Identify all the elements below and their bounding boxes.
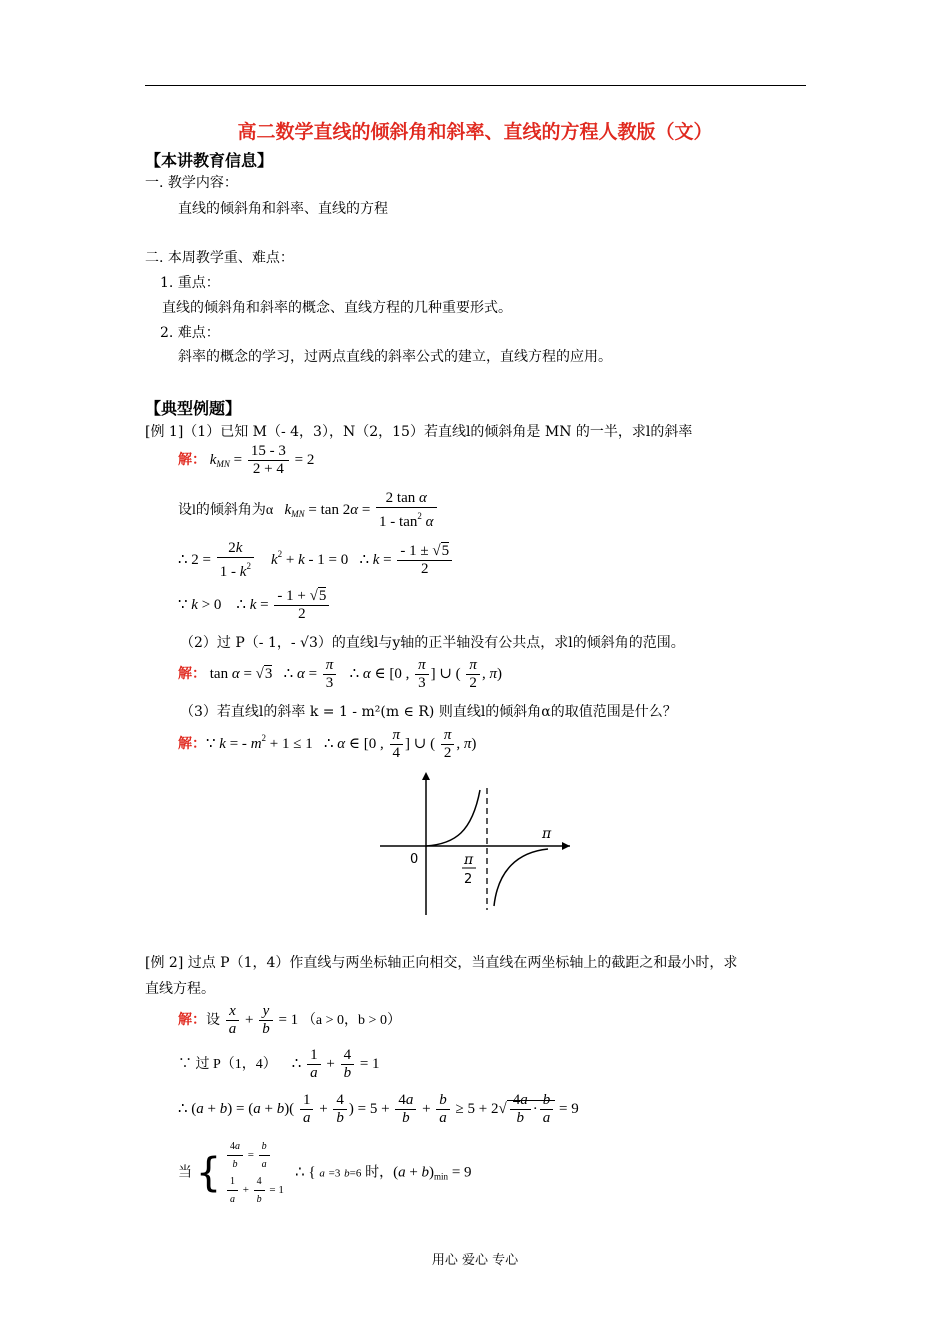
section-header-examples: 【典型例题】 bbox=[145, 399, 242, 418]
half-pi-den: 2 bbox=[464, 872, 473, 887]
y-axis-arrow bbox=[422, 772, 430, 780]
ex2-solution-2: ∵ 过 P（1，4） ∴ $\frac{1}{a}$ + $\frac{4}{b}$ = 1 bbox=[178, 1047, 380, 1081]
ex1-solution-1: 解： $k_{MN}$ = $\frac{15 - 3}{2 + 4}$ = 2 bbox=[178, 443, 315, 477]
key-text: 直线的倾斜角和斜率的概念、直线方程的几种重要形式。 bbox=[162, 300, 512, 316]
ex1-solution-2: 设l的倾斜角为α $k_{MN} = \tan 2\alpha$ = $\frac{\text{2 tan α}}{1 - \tan^2 \alpha}$ bbox=[178, 490, 439, 531]
page-footer: 用心 爱心 专心 bbox=[431, 1253, 519, 1268]
hard-text: 斜率的概念的学习，过两点直线的斜率公式的建立，直线方程的应用。 bbox=[178, 349, 612, 365]
ex1-solution-3: ∴ 2 = $\frac{2k}{1 - k^2}$ $k^2 + k - 1 = 0$ ∴ k = $\frac{- 1 \pm √5}{2}$ bbox=[178, 540, 454, 581]
item1-label: 一. 教学内容： bbox=[145, 175, 238, 191]
ex2-solution-3: ∴ (a + b) = (a + b)( $\frac{1}{a}$ + $\frac{4}{b}$ ) = 5 + $\frac{4a}{b}$ + $\frac{b}{a}$ ≥ 5 + 2√ $\frac{4a}{b}$ · $\frac{b}{a}$ = 9 bbox=[178, 1092, 579, 1126]
ex1-solution-part3: 解：∵ k = - $m^2 + 1 \le 1$ ∴ α ∈ [0 , $\frac{\pi}{4}$ ] ∪ ( $\frac{\pi}{2}$ , π) bbox=[178, 727, 477, 761]
ex2-question-a: [例 2] 过点 P（1，4）作直线与两坐标轴正向相交，当直线在两坐标轴上的截距之和最小时，求 bbox=[145, 955, 738, 971]
item2-label: 二. 本周教学重、难点： bbox=[145, 250, 294, 266]
half-pi-num: π bbox=[464, 852, 474, 868]
ex1-part2: （2）过 P（- 1，- √3）的直线l与y轴的正半轴没有公共点，求l的倾斜角的范围。 bbox=[180, 635, 685, 651]
ex1-solution-part2: 解： tan α = √3 ∴ α = $\frac{\pi}{3}$ ∴ α ∈ [0 , $\frac{\pi}{3}$ ] ∪ ( $\frac{\pi}{2}$ , π) bbox=[178, 657, 502, 691]
origin-label: 0 bbox=[410, 852, 419, 867]
ex2-solution-1: 解：设 $\frac{x}{a}$ + $\frac{y}{b}$ = 1 （a > 0，b > 0） bbox=[178, 1003, 401, 1037]
x-axis-arrow bbox=[562, 842, 570, 850]
ex1-solution-4: ∵ k > 0 ∴ k = $\frac{- 1 + √5}{2}$ bbox=[178, 588, 331, 623]
hard-label: 2. 难点： bbox=[160, 325, 220, 341]
key-label: 1. 重点： bbox=[160, 275, 220, 291]
pi-label: π bbox=[542, 826, 552, 842]
tan-branch-left bbox=[426, 790, 480, 846]
ex1-question: [例 1]（1）已知 M（- 4，3），N（2，15）若直线l的倾斜角是 MN 的一半，求l的斜率 bbox=[145, 424, 693, 440]
tan-branch-right bbox=[494, 849, 548, 906]
ex2-question-b: 直线方程。 bbox=[145, 981, 215, 997]
ex2-solution-4: 当 { $\frac{4a}{b}$ = $\frac{b}{a}$ $\frac{1}{a}$ + $\frac{4}{b}$ = 1 ∴ { a =3 b=6 时，$(a + b)_{min} = 9$ bbox=[178, 1138, 472, 1208]
header-rule bbox=[145, 85, 806, 86]
ex1-part3: （3）若直线l的斜率 k = 1 - m²(m ∈ R) 则直线l的倾斜角α的取值范围是什么？ bbox=[180, 704, 677, 720]
page-title: 高二数学直线的倾斜角和斜率、直线的方程人教版（文） bbox=[237, 121, 713, 143]
tan-graph bbox=[370, 770, 580, 920]
section-header-info: 【本讲教育信息】 bbox=[145, 151, 274, 170]
item1-text: 直线的倾斜角和斜率、直线的方程 bbox=[178, 201, 388, 217]
